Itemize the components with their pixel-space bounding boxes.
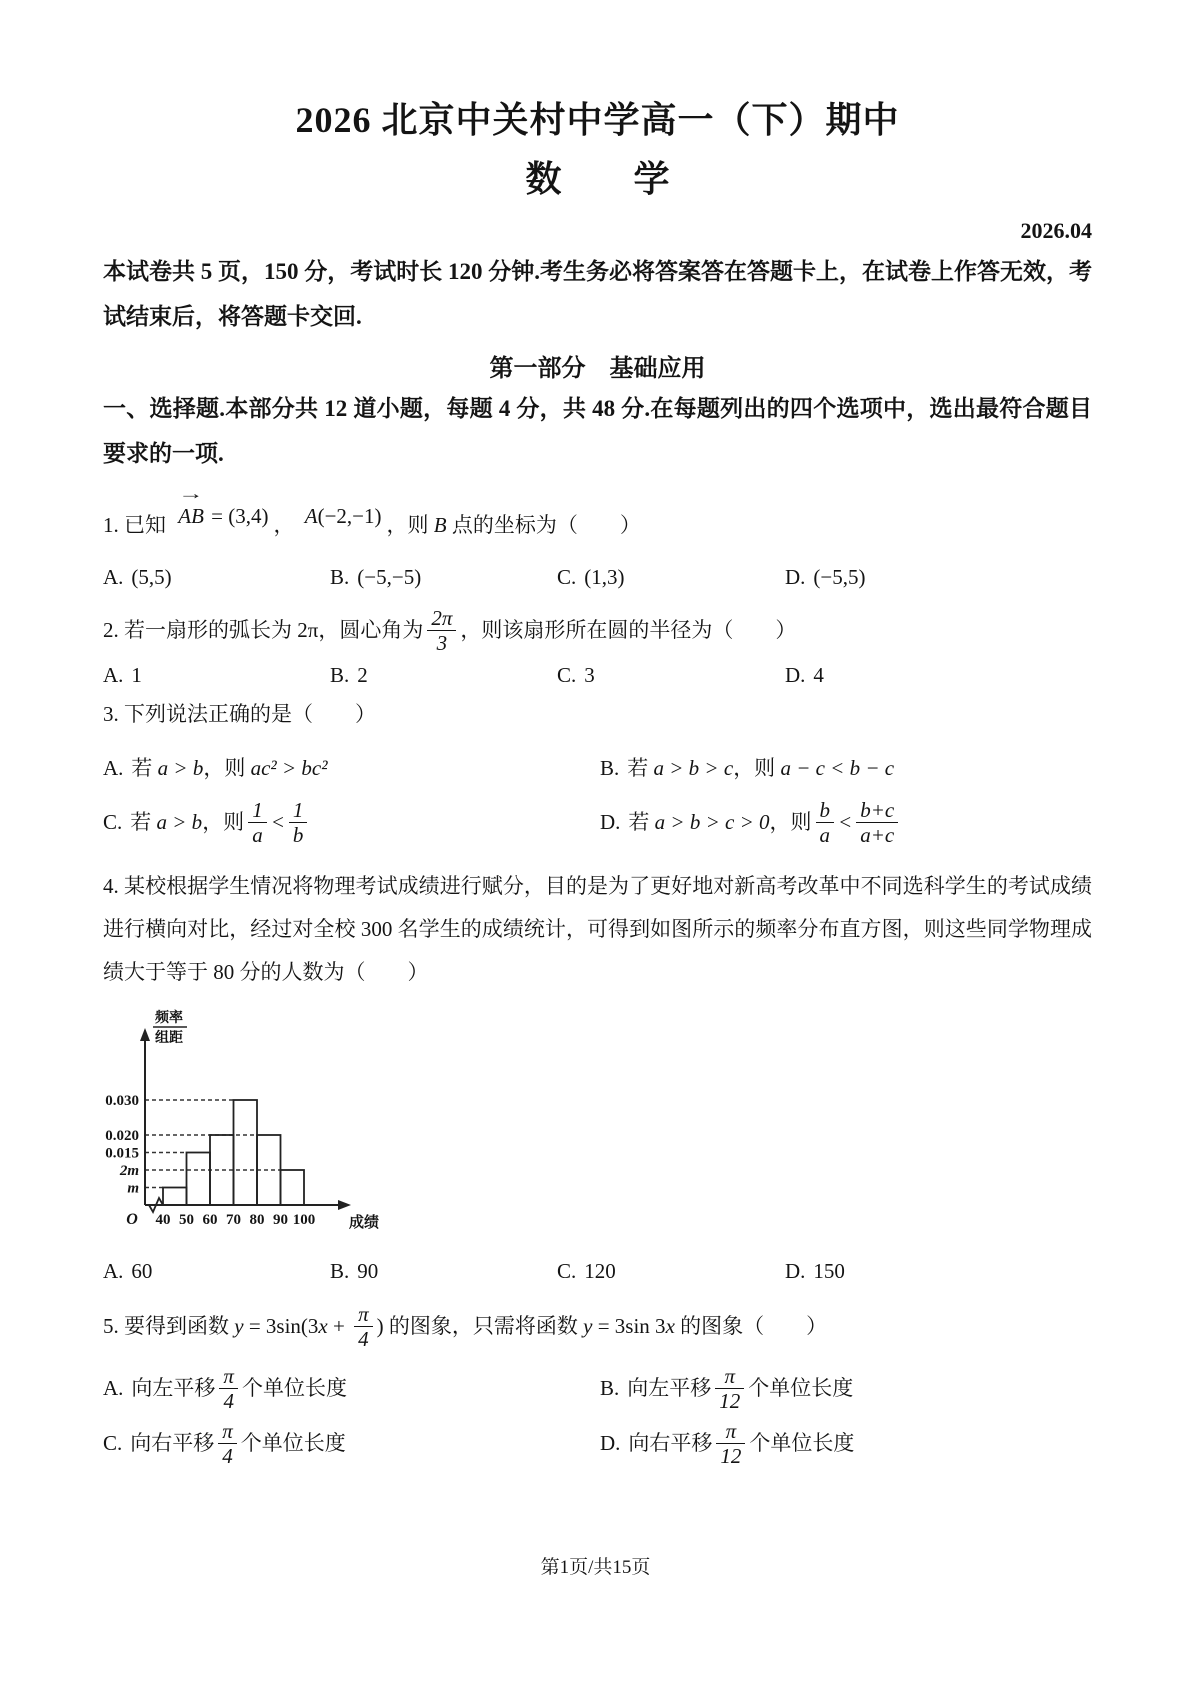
formula-point-a: A(−2,−1) xyxy=(304,504,382,529)
question-4 xyxy=(103,865,1092,1284)
svg-text:70: 70 xyxy=(226,1212,241,1229)
option-c: C. 向右平移 $\frac{\pi}{4}$ 个单位长度 xyxy=(103,1418,346,1468)
svg-text:频率: 频率 xyxy=(155,1011,183,1027)
question-2 xyxy=(103,606,1092,688)
option-d: D. 4 xyxy=(785,663,824,688)
options-row xyxy=(103,1259,1092,1284)
svg-text:成绩: 成绩 xyxy=(349,1215,380,1232)
svg-text:O: O xyxy=(126,1211,138,1229)
question-number: 4. xyxy=(103,874,119,899)
options-row xyxy=(103,752,1092,782)
option-a: A. 1 xyxy=(103,663,142,688)
question-1 xyxy=(103,484,1092,590)
options-row xyxy=(103,663,1092,688)
question-number: 1. xyxy=(103,513,119,538)
question-stem: 4. 某校根据学生情况将物理考试成绩进行赋分，目的是为了更好地对新高考改革中不同选科学生的考试成绩进行横向对比，经过对全校 300 名学生的成绩统计，可得到如图所示的频率分布直方图，则这些同学物理成绩大于等于 80 分的人数为（ ） xyxy=(103,874,1092,985)
svg-text:60: 60 xyxy=(202,1212,218,1229)
option-d: D. 150 xyxy=(785,1259,845,1284)
fraction: $\frac{\pi}{4}$ xyxy=(354,1302,373,1351)
formula-vector-ab: → AB = (3,4) xyxy=(176,504,268,528)
question-stem: 3. 下列说法正确的是（ ） xyxy=(103,702,376,727)
doc-title: 2026 北京中关村中学高一（下）期中 xyxy=(295,100,900,140)
option-a: A. 60 xyxy=(103,1259,153,1284)
page-footer xyxy=(0,1552,1191,1579)
question-stem: 5. 要得到函数 y = 3sin(3x + $\frac{\pi}{4}$ ) 的图象，只需将函数 y = 3sin 3x 的图象（ ） xyxy=(103,1302,828,1352)
svg-text:90: 90 xyxy=(273,1212,288,1229)
option-b: B. 若 a > b > c，则 a − c < b − c xyxy=(600,755,895,780)
fraction: $\frac{2\pi}{3}$ xyxy=(427,606,456,655)
question-number: 3. xyxy=(103,702,119,727)
options-row xyxy=(103,1419,1092,1468)
svg-text:80: 80 xyxy=(249,1212,265,1229)
svg-text:50: 50 xyxy=(179,1212,194,1229)
option-c: C. 若 a > b，则 $\frac{1}{a}$ < $\frac{1}{b}$ xyxy=(103,798,600,847)
fraction: $\frac{\pi}{4}$ xyxy=(219,1364,238,1413)
doc-subject: 数 学 xyxy=(525,159,670,199)
svg-text:组距: 组距 xyxy=(155,1031,183,1047)
vector-arrow-icon: → xyxy=(178,484,204,504)
question-stem: 2. 若一扇形的弧长为 2π，圆心角为 $\frac{2\pi}{3}$ ，则该扇形所在圆的半径为（ ） xyxy=(103,605,797,656)
options-row xyxy=(103,1364,1092,1413)
option-a: A. (5,5) xyxy=(103,564,172,589)
option-b: B. (−5,−5) xyxy=(330,564,422,589)
svg-text:0.015: 0.015 xyxy=(105,1145,139,1162)
page-number: 第1页/共15页 xyxy=(540,1557,651,1578)
fraction: $\frac{b}{a}$ xyxy=(816,798,835,847)
fraction: $\frac{\pi}{12}$ xyxy=(715,1364,744,1413)
doc-date: 2026.04 xyxy=(1020,218,1092,243)
histogram-svg xyxy=(95,1000,415,1240)
option-d: D. 向右平移 $\frac{\pi}{12}$ 个单位长度 xyxy=(600,1418,855,1468)
exam-notice: 本试卷共 5 页，150 分，考试时长 120 分钟.考生务必将答案答在答题卡上，在试卷上作答无效，考试结束后，将答题卡交回. xyxy=(103,259,1092,329)
option-c: C. 3 xyxy=(557,663,595,688)
question-number: 5. xyxy=(103,1314,119,1339)
fraction: $\frac{1}{a}$ xyxy=(248,798,267,847)
option-b: B. 向左平移 $\frac{\pi}{12}$ 个单位长度 xyxy=(600,1363,854,1413)
options-row xyxy=(103,798,1092,847)
svg-text:100: 100 xyxy=(292,1212,316,1229)
options-row xyxy=(103,565,1092,590)
option-a: A. 若 a > b，则 ac² > bc² xyxy=(103,755,328,780)
option-c: C. (1,3) xyxy=(557,564,625,589)
question-stem: 1. 已知 → AB = (3,4) ， A(−2,−1) ，则 B 点的坐标为（ ） xyxy=(103,484,641,538)
svg-text:2m: 2m xyxy=(119,1163,139,1180)
option-d: D. (−5,5) xyxy=(785,564,866,589)
svg-text:0.030: 0.030 xyxy=(105,1093,139,1110)
fraction: $\frac{\pi}{4}$ xyxy=(218,1419,237,1468)
question-number: 2. xyxy=(103,618,119,643)
option-b: B. 2 xyxy=(330,663,368,688)
fraction: $\frac{1}{b}$ xyxy=(289,798,308,847)
option-a: A. 向左平移 $\frac{\pi}{4}$ 个单位长度 xyxy=(103,1363,347,1413)
histogram-figure xyxy=(95,1000,1092,1245)
svg-text:40: 40 xyxy=(155,1212,171,1229)
section-instruction: 一、选择题.本部分共 12 道小题，每题 4 分，共 48 分.在每题列出的四个选项中，选出最符合题目要求的一项. xyxy=(103,395,1092,466)
option-c: C. 120 xyxy=(557,1259,616,1284)
section-title: 第一部分 基础应用 xyxy=(489,355,706,382)
fraction: $\frac{\pi}{12}$ xyxy=(716,1419,745,1468)
option-b: B. 90 xyxy=(330,1259,379,1284)
svg-text:0.020: 0.020 xyxy=(105,1128,139,1145)
fraction: $\frac{b+c}{a+c}$ xyxy=(856,798,898,847)
question-3 xyxy=(103,698,1092,847)
svg-text:m: m xyxy=(127,1180,139,1197)
option-d: D. 若 a > b > c > 0，则 $\frac{b}{a}$ < $\frac{b+c}{a+c}$ xyxy=(600,798,1092,847)
question-5 xyxy=(103,1302,1092,1468)
